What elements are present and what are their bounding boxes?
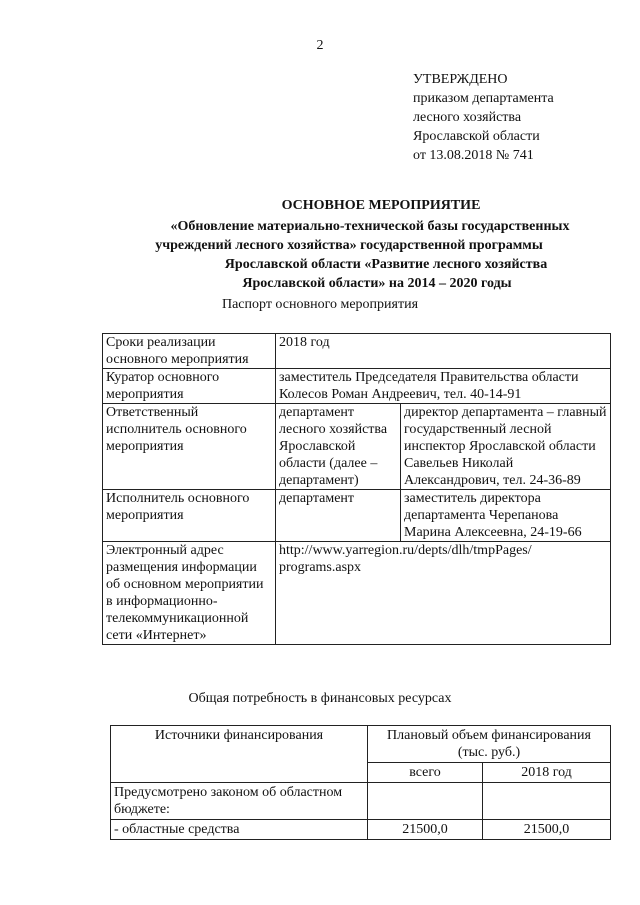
approval-line: УТВЕРЖДЕНО (413, 72, 508, 87)
row-label: Куратор основного мероприятия (103, 369, 276, 404)
row-org: департамент лесного хозяйства Ярославской области (далее – департамент) (276, 404, 401, 490)
row-value: http://www.yarregion.ru/depts/dlh/tmpPages/ programs.aspx (276, 542, 611, 645)
page-number: 2 (316, 38, 324, 53)
row-year (483, 783, 611, 820)
table-row (103, 369, 611, 404)
passport-caption: Паспорт основного мероприятия (221, 297, 419, 312)
approval-line: от 13.08.2018 № 741 (413, 148, 534, 163)
header-plan: Плановый объем финансирования (тыс. руб.) (368, 726, 611, 763)
row-label: Исполнитель основного мероприятия (103, 490, 276, 542)
row-label: Ответственный исполнитель основного мероприятия (103, 404, 276, 490)
document-heading (100, 196, 640, 293)
header-total: всего (368, 763, 483, 783)
row-label: - областные средства (111, 820, 368, 840)
finance-caption: Общая потребность в финансовых ресурсах (188, 691, 452, 706)
header-source: Источники финансирования (111, 726, 368, 783)
row-person: заместитель директора департамента Черепанова Марина Алексеевна, 24-19-66 (401, 490, 611, 542)
header-year: 2018 год (483, 763, 611, 783)
finance-table (110, 725, 611, 840)
approval-line: лесного хозяйства (413, 110, 522, 125)
approval-line: Ярославской области (413, 129, 540, 144)
table-row (103, 490, 611, 542)
row-label: Сроки реализации основного мероприятия (103, 334, 276, 369)
heading-line: «Обновление материально-технической базы государственных (170, 219, 570, 234)
row-person: директор департамента – главный государственный лесной инспектор Ярославской области Савельев Николай Александрович, тел. 24-36-89 (401, 404, 611, 490)
heading-line: Ярославской области» на 2014 – 2020 годы (242, 276, 512, 291)
row-org: департамент (276, 490, 401, 542)
table-row (103, 404, 611, 490)
heading-title: ОСНОВНОЕ МЕРОПРИЯТИЕ (281, 198, 481, 213)
table-row (111, 820, 611, 840)
table-row (111, 726, 611, 763)
approval-line: приказом департамента (413, 91, 554, 106)
approval-block (413, 70, 554, 165)
row-total: 21500,0 (368, 820, 483, 840)
passport-table (102, 333, 611, 645)
heading-line: учреждений лесного хозяйства» государственной программы (155, 238, 543, 253)
row-value: 2018 год (276, 334, 611, 369)
row-label: Электронный адрес размещения информации об основном мероприятии в информационно-телекоммуникационной сети «Интернет» (103, 542, 276, 645)
heading-line: Ярославской области «Развитие лесного хозяйства (224, 257, 548, 272)
table-row (103, 542, 611, 645)
table-row (103, 334, 611, 369)
row-value: заместитель Председателя Правительства области Колесов Роман Андреевич, тел. 40-14-91 (276, 369, 611, 404)
row-year: 21500,0 (483, 820, 611, 840)
row-label: Предусмотрено законом об областном бюджете: (111, 783, 368, 820)
row-total (368, 783, 483, 820)
table-row (111, 783, 611, 820)
